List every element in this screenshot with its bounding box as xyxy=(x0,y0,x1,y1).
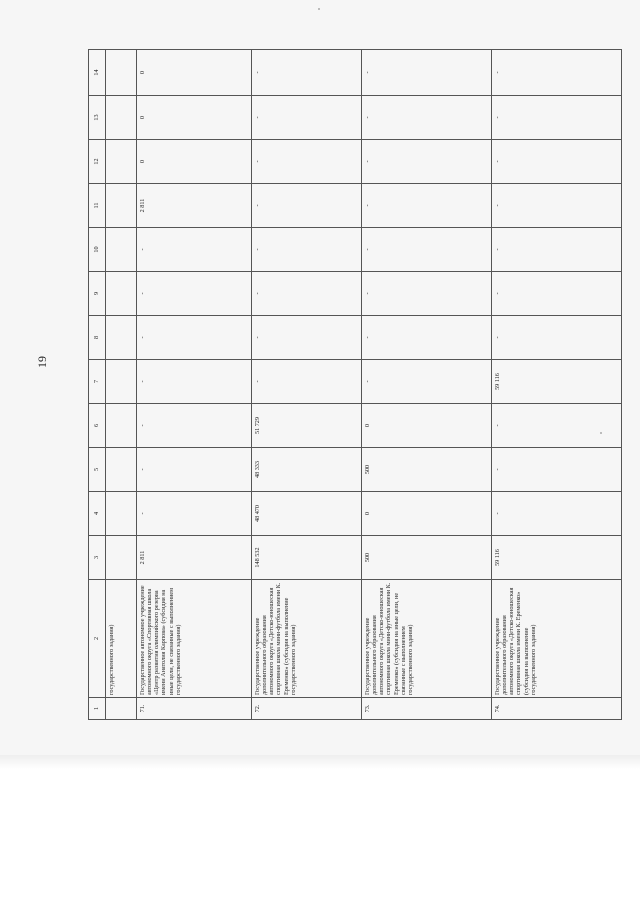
cell: - xyxy=(252,228,362,272)
row-number: 72. xyxy=(252,698,362,720)
cell: 2 811 xyxy=(137,536,252,580)
cell: - xyxy=(492,492,622,536)
cell: - xyxy=(137,316,252,360)
cell: - xyxy=(362,272,492,316)
cell: 500 xyxy=(362,448,492,492)
cell: 500 xyxy=(362,536,492,580)
col-header: 7 xyxy=(89,360,106,404)
cell xyxy=(106,228,137,272)
table-row xyxy=(137,50,252,720)
cell: - xyxy=(362,50,492,96)
col-header: 13 xyxy=(89,96,106,140)
cell: - xyxy=(492,272,622,316)
cell: - xyxy=(492,404,622,448)
col-header: 2 xyxy=(89,580,106,698)
col-header: 8 xyxy=(89,316,106,360)
cell: 48 470 xyxy=(252,492,362,536)
cell: - xyxy=(362,140,492,184)
cell: 59 116 xyxy=(492,360,622,404)
cell: - xyxy=(492,448,622,492)
cell: - xyxy=(362,184,492,228)
row-name: Государственное учреждение дополнительного образования автономного округа «Детско-юношеская спортивная школа мини-футбола имени К. Еременко» (субсидия на иные цели, не связанные с выполнением государственного задания) xyxy=(362,580,492,698)
scan-edge xyxy=(0,755,640,769)
cell xyxy=(106,140,137,184)
row-name: Государственное учреждение дополнительного образования автономного округа «Детско-юношеская спортивная школа мини-футбола имени К. Еременко» (субсидия на выполнение государственного задания) xyxy=(252,580,362,698)
cell: - xyxy=(492,96,622,140)
cell xyxy=(106,448,137,492)
cell: - xyxy=(362,96,492,140)
cell: - xyxy=(362,228,492,272)
col-header: 3 xyxy=(89,536,106,580)
cell: 0 xyxy=(137,140,252,184)
rotated-table-wrapper xyxy=(88,50,558,720)
table-row-continuation xyxy=(106,50,137,720)
col-header: 14 xyxy=(89,50,106,96)
cell: - xyxy=(252,360,362,404)
cell: 48 333 xyxy=(252,448,362,492)
cell: - xyxy=(137,404,252,448)
row-name: Государственное автономное учреждение автономного округа «Спортивная школа «Центр развития олимпийского резерва имени Анатолия Карпова» (субсидия на иные цели, не связанные с выполнением государственного задания) xyxy=(137,580,252,698)
cell: - xyxy=(492,184,622,228)
cell: - xyxy=(492,50,622,96)
cell: - xyxy=(252,316,362,360)
col-header: 11 xyxy=(89,184,106,228)
cell: - xyxy=(252,184,362,228)
cell: - xyxy=(492,316,622,360)
table-row xyxy=(492,50,622,720)
col-header: 4 xyxy=(89,492,106,536)
cell: - xyxy=(137,360,252,404)
cell xyxy=(106,404,137,448)
cell: 0 xyxy=(362,404,492,448)
cell: - xyxy=(252,272,362,316)
cell: - xyxy=(492,228,622,272)
col-header: 5 xyxy=(89,448,106,492)
cell xyxy=(106,536,137,580)
cell xyxy=(106,492,137,536)
cell xyxy=(106,184,137,228)
cell xyxy=(106,96,137,140)
cell: - xyxy=(252,96,362,140)
cell xyxy=(106,316,137,360)
row-number: 74. xyxy=(492,698,622,720)
col-header: 6 xyxy=(89,404,106,448)
cell: 148 532 xyxy=(252,536,362,580)
cell: - xyxy=(252,50,362,96)
cell: - xyxy=(137,492,252,536)
cell: 2 811 xyxy=(137,184,252,228)
cell: - xyxy=(362,360,492,404)
cell: - xyxy=(492,140,622,184)
cell: 0 xyxy=(362,492,492,536)
row-name: Государственное учреждение дополнительного образования автономного округа «Детско-юношеская спортивная школа имени К. Еременко» (субсидия на выполнение государственного задания) xyxy=(492,580,622,698)
cell: - xyxy=(137,448,252,492)
table-row xyxy=(252,50,362,720)
cell xyxy=(106,360,137,404)
cell: 0 xyxy=(137,96,252,140)
row-number: 73. xyxy=(362,698,492,720)
col-header: 1 xyxy=(89,698,106,720)
budget-table xyxy=(88,49,622,720)
col-header: 12 xyxy=(89,140,106,184)
cell: - xyxy=(137,228,252,272)
cell: - xyxy=(362,316,492,360)
cell: - xyxy=(252,140,362,184)
scan-speck xyxy=(318,8,320,10)
table-row xyxy=(362,50,492,720)
cell: 51 729 xyxy=(252,404,362,448)
page-number: 19 xyxy=(35,356,49,368)
cell xyxy=(106,272,137,316)
col-header: 10 xyxy=(89,228,106,272)
scan-speck xyxy=(600,432,602,434)
row-name: государственного задания) xyxy=(106,580,137,698)
col-header: 9 xyxy=(89,272,106,316)
cell: 59 116 xyxy=(492,536,622,580)
cell: - xyxy=(137,272,252,316)
header-row xyxy=(89,50,106,720)
cell: 0 xyxy=(137,50,252,96)
row-number xyxy=(106,698,137,720)
row-number: 71. xyxy=(137,698,252,720)
cell xyxy=(106,50,137,96)
